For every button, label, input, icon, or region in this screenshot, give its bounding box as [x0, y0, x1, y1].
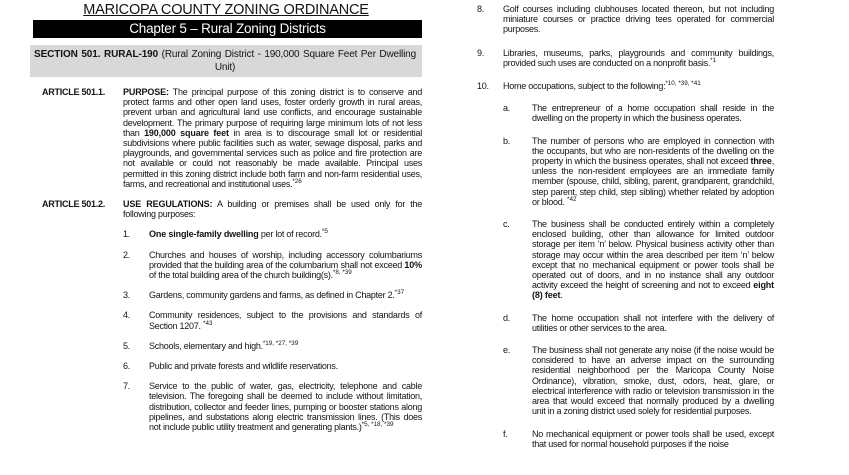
- use-item-number: 8.: [477, 4, 485, 14]
- home-occ-item-c: [503, 219, 774, 301]
- home-occ-item-letter: c.: [503, 219, 510, 230]
- home-occ-item-letter: e.: [503, 345, 511, 356]
- use-item-9: [477, 48, 774, 68]
- use-item-text: Service to the public of water, gas, electricity, telephone and cable television. The foregoing shall be deemed to include without limitation, distribution, collector and feeder lines, pumping or booster stations along pipelines, and substations along electric transmission lines. (This does not include public utility treatment and generating plants.)$^{*5, *18, *39}$: [149, 381, 422, 433]
- left-column: [30, 0, 422, 432]
- home-occ-item-e: [503, 345, 774, 416]
- use-item-3: [123, 290, 422, 300]
- chapter-heading-text: Chapter 5 – Rural Zoning Districts: [129, 21, 326, 36]
- section-heading-bar: SECTION 501. RURAL-190 (Rural Zoning District - 190,000 Square Feet Per Dwelling Unit): [30, 45, 422, 77]
- use-item-4: [123, 310, 422, 330]
- home-occ-item-b: [503, 136, 774, 207]
- article-501-2-label: ARTICLE 501.2.: [42, 199, 106, 210]
- home-occ-item-text: No mechanical equipment or power tools shall be used, except that used for normal household purposes if the noise: [532, 428, 774, 449]
- use-item-10: [477, 81, 774, 91]
- use-item-number: 2.: [123, 249, 131, 260]
- use-item-number: 9.: [477, 47, 485, 58]
- use-item-number: 7.: [123, 381, 131, 392]
- use-item-number: 3.: [123, 290, 131, 301]
- use-item-number: 10.: [477, 81, 489, 92]
- use-item-text: Public and private forests and wildlife reservations.: [149, 361, 338, 372]
- home-occ-item-text: The business shall not generate any noise (if the noise would be considered to have an adverse impact on the surrounding residential neighborhood per the Maricopa County Noise Ordinance), vibration, smoke, dust, odors, heat, glare, or electrical interference with radio or television transmission in the area that would exceed that normally produced by a dwelling unit in a zoning district used solely for residential purposes.: [532, 345, 774, 417]
- use-item-number: 5.: [123, 340, 131, 351]
- home-occ-item-text: The home occupation shall not interfere with the delivery of utilities or other services to the area.: [532, 312, 774, 333]
- use-item-6: [123, 361, 422, 371]
- home-occ-item-letter: f.: [503, 428, 508, 439]
- home-occ-item-text: The number of persons who are employed in connection with the occupants, but who are non-residents of the dwelling on the property in which the business operates, shall not exceed three, unless the non-resident employees are an immediate family member (spouse, child, sibling, parent, grandparent, grandchild, step parent, step child, step sibling) whether related by adoption or blood. $^{*42}$: [532, 135, 774, 207]
- use-item-2: [123, 250, 422, 281]
- use-item-8: [477, 4, 774, 35]
- article-501-2: [30, 199, 422, 432]
- use-regulations-intro: USE REGULATIONS: A building or premises shall be used only for the following purposes:: [123, 199, 422, 220]
- home-occupation-sublist: [503, 103, 774, 449]
- article-501-1-label: ARTICLE 501.1.: [42, 87, 106, 97]
- home-occ-item-a: [503, 103, 774, 123]
- use-item-number: 6.: [123, 361, 131, 372]
- home-occ-item-letter: a.: [503, 103, 511, 114]
- right-column: [477, 4, 774, 449]
- use-item-text: Gardens, community gardens and farms, as defined in Chapter 2.$^{*37}$: [149, 289, 405, 301]
- home-occ-item-text: The business shall be conducted entirely within a completely enclosed building, other than allowance for limited outdoor storage per item ‘n’ below. Physical business activity other than storage may occur within the area described per item ‘n’ below except that no mechanical equipment or power tools shall be operated out of doors, and in no instance shall any outdoor activity exceed the height of screening and not to exceed eight (8) feet.: [532, 219, 774, 301]
- article-501-1-body: [123, 87, 422, 189]
- home-occ-item-f: [503, 429, 774, 449]
- use-item-text: One single-family dwelling per lot of record.$^{*5}$: [149, 228, 328, 240]
- article-501-2-body: [123, 199, 422, 432]
- home-occ-item-d: [503, 313, 774, 333]
- purpose-paragraph: PURPOSE: The principal purpose of this zoning district is to conserve and protect farms and other open land uses, foster orderly growth in rural areas, prevent urban and agricultural land use conflicts, and encourage sustainable development. The primary purpose of requiring large minimum lots of not less than 190,000 square feet in area is to discourage small lot or residential subdivisions where public facilities such as water, sewage disposal, parks and playgrounds, and governmental services such as police and fire protection are not available or could not reasonably be made available. Principal uses permitted in this zoning district include both farm and non-farm residential uses, farms, and recreational and institutional uses.$^{*26}$: [123, 87, 422, 189]
- use-item-text: Libraries, museums, parks, playgrounds and community buildings, provided such uses are conducted on a nonprofit basis.$^{*1}$: [503, 47, 774, 68]
- use-item-number: 1.: [123, 229, 131, 240]
- use-item-text: Community residences, subject to the provisions and standards of Section 1207. $^{*43}$: [149, 310, 422, 331]
- use-item-5: [123, 341, 422, 351]
- home-occ-item-letter: b.: [503, 135, 511, 146]
- article-501-1: [30, 87, 422, 189]
- use-item-7: [123, 381, 422, 432]
- document-title: MARICOPA COUNTY ZONING ORDINANCE: [83, 2, 369, 18]
- chapter-heading-bar: [33, 20, 422, 38]
- use-item-text: Home occupations, subject to the following:$^{*10, *39, *41}$: [503, 80, 701, 92]
- use-item-text: Schools, elementary and high.$^{*19, *27, *39}$: [149, 339, 299, 351]
- use-item-1: [123, 229, 422, 239]
- use-item-number: 4.: [123, 310, 131, 321]
- use-item-text: Churches and houses of worship, including accessory columbariums provided that the building area of the columbarium shall not exceed 10% of the total building area of the church building(s).$^{*8, *39}$: [149, 249, 422, 281]
- use-item-text: Golf courses including clubhouses located thereon, but not including miniature courses or practice driving tees operated for commercial purposes.: [503, 4, 774, 35]
- home-occ-item-text: The entrepreneur of a home occupation shall reside in the dwelling on the property in which the business operates.: [532, 103, 774, 124]
- home-occ-item-letter: d.: [503, 312, 511, 323]
